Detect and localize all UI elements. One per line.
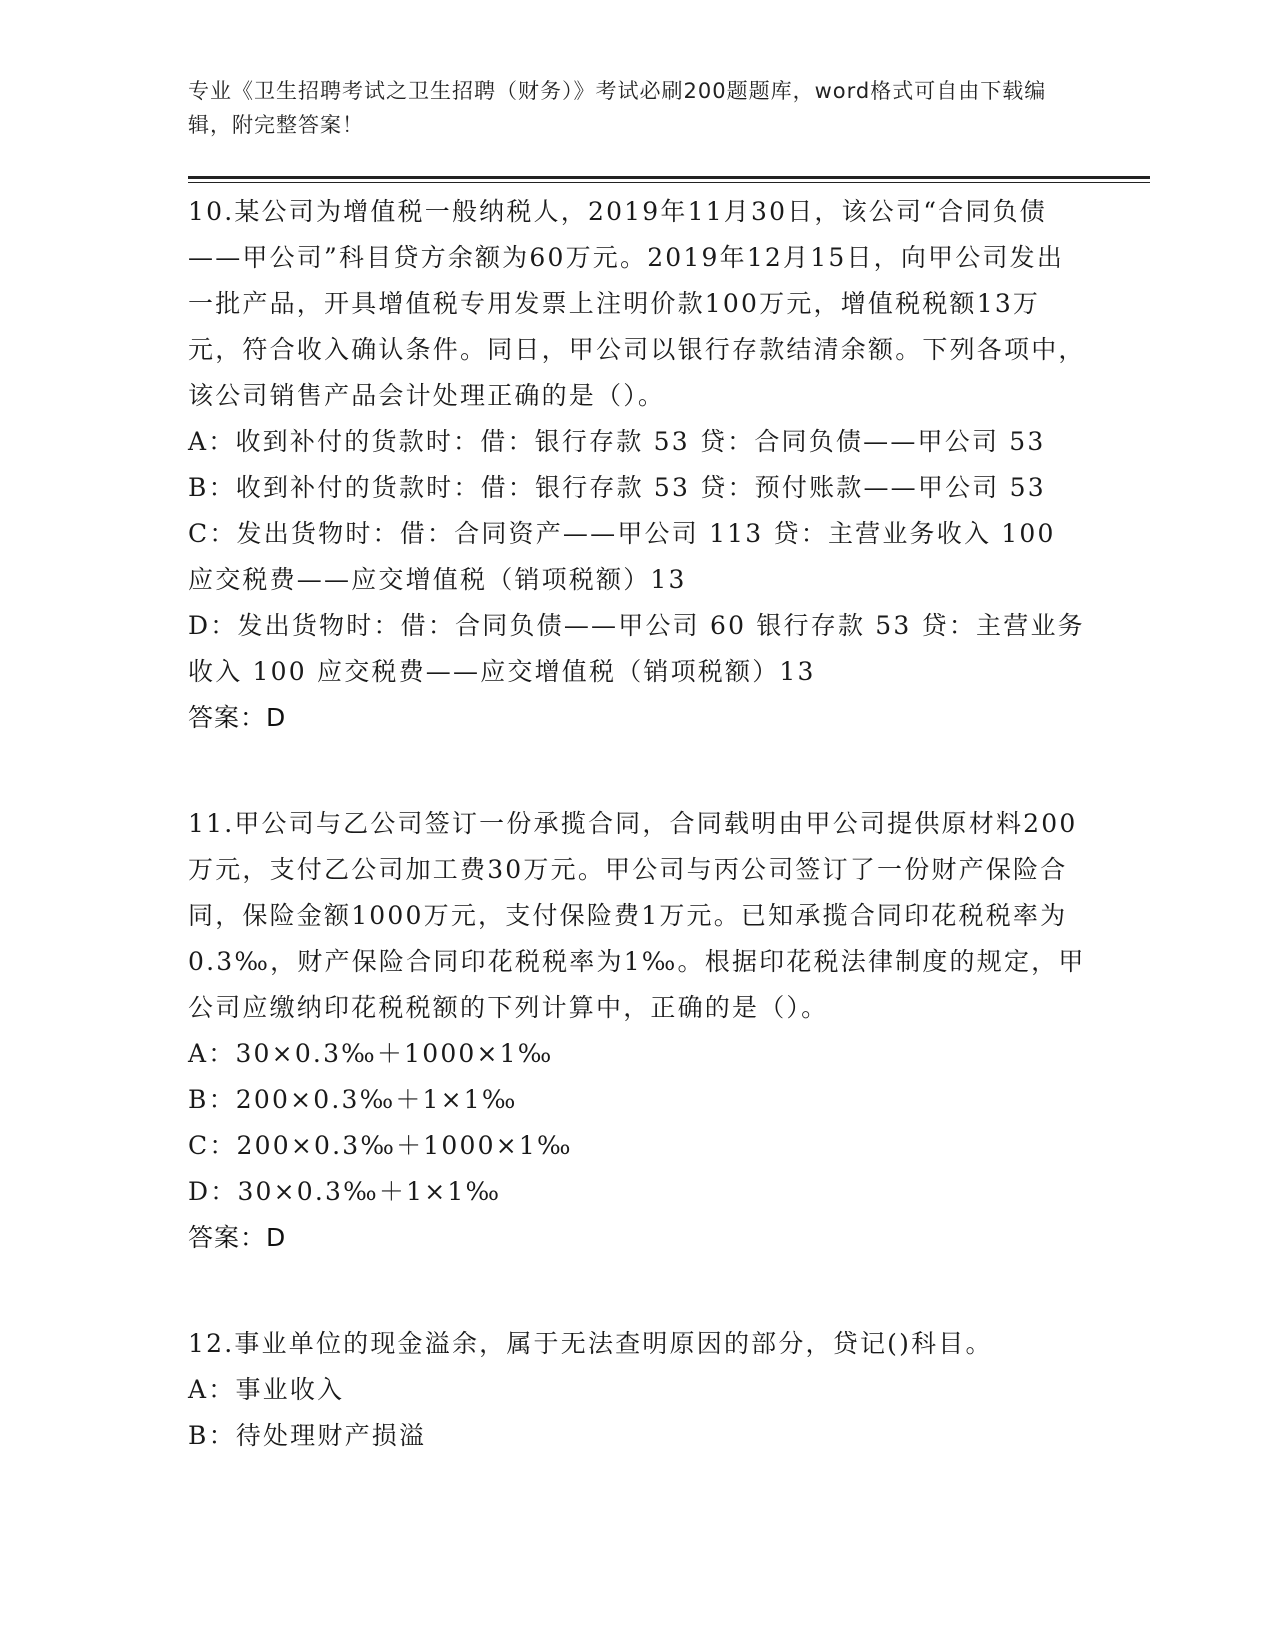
option-a: A：收到补付的货款时：借：银行存款 53 贷：合同负债——甲公司 53 [188,427,1046,456]
option-b: B：200×0.3‰＋1×1‰ [188,1085,518,1114]
question-stem: 12.事业单位的现金溢余，属于无法查明原因的部分，贷记()科目。 [188,1329,993,1358]
header-rule-thin [188,182,1150,183]
question-10 [188,189,1088,741]
question-11 [188,801,1088,1261]
option-c: C：200×0.3‰＋1000×1‰ [188,1131,573,1160]
spacer [188,1261,1088,1321]
answer-label: 答案：D [188,1223,287,1252]
option-b: B：收到补付的货款时：借：银行存款 53 贷：预付账款——甲公司 53 [188,473,1046,502]
question-12 [188,1321,1088,1459]
document-header: 专业《卫生招聘考试之卫生招聘（财务）》考试必刷200题题库，word格式可自由下载编辑，附完整答案！ [188,79,1047,137]
answer-label: 答案：D [188,703,287,732]
option-d: D：30×0.3‰＋1×1‰ [188,1177,502,1206]
option-a: A：事业收入 [188,1375,345,1404]
question-stem: 10.某公司为增值税一般纳税人，2019年11月30日，该公司“合同负债——甲公司”科目贷方余额为60万元。2019年12月15日，向甲公司发出一批产品，开具增值税专用发票上注明价款100万元，增值税税额13万元，符合收入确认条件。同日，甲公司以银行存款结清余额。下列各项中，该公司销售产品会计处理正确的是（）。 [188,197,1086,410]
header-rule-thick [188,176,1150,179]
option-d: D：发出货物时：借：合同负债——甲公司 60 银行存款 53 贷：主营业务收入 100 应交税费——应交增值税（销项税额）13 [188,611,1085,686]
question-list [188,189,1088,1459]
option-b: B：待处理财产损溢 [188,1421,427,1450]
option-a: A：30×0.3‰＋1000×1‰ [188,1039,554,1068]
option-c: C：发出货物时：借：合同资产——甲公司 113 贷：主营业务收入 100 应交税费——应交增值税（销项税额）13 [188,519,1056,594]
question-stem: 11.甲公司与乙公司签订一份承揽合同，合同载明由甲公司提供原材料200万元，支付乙公司加工费30万元。甲公司与丙公司签订了一份财产保险合同，保险金额1000万元，支付保险费1万元。已知承揽合同印花税税率为0.3‰，财产保险合同印花税税率为1‰。根据印花税法律制度的规定，甲公司应缴纳印花税税额的下列计算中，正确的是（）。 [188,809,1086,1022]
spacer [188,741,1088,801]
